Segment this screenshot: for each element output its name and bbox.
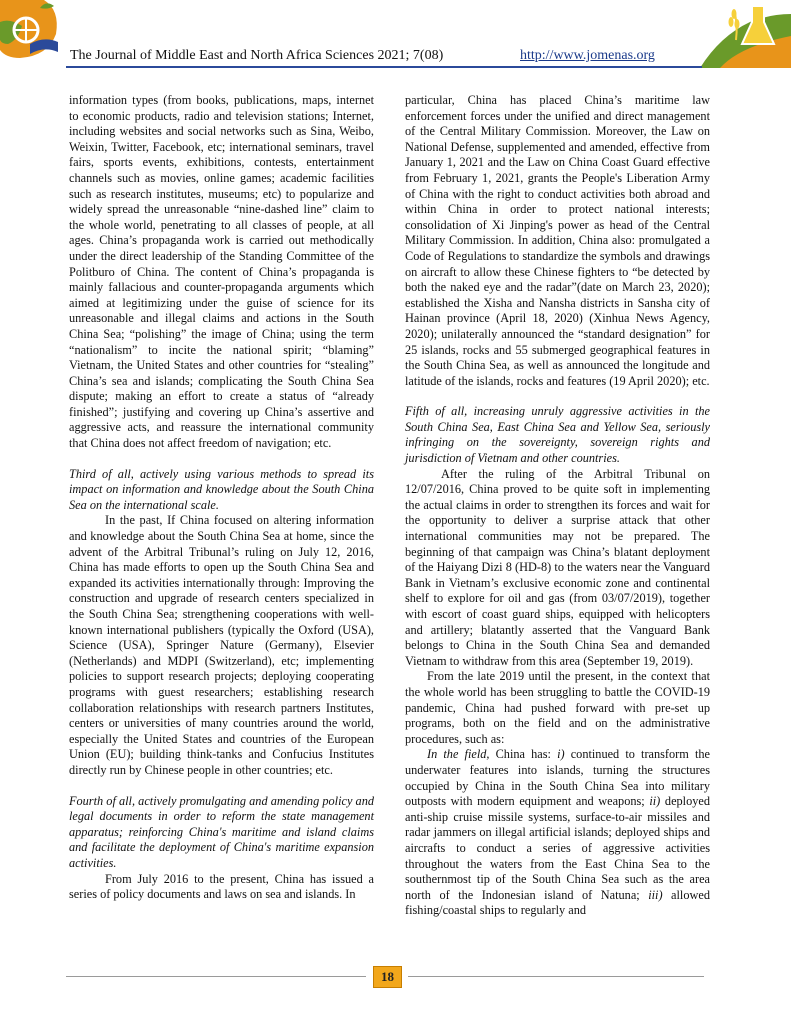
section-heading: Third of all, actively using various methods to spread its impact on information and knowledge about the South China Sea on the international scale. [69, 466, 374, 512]
header-rule [66, 66, 702, 68]
list-marker: iii) [648, 887, 663, 902]
paragraph: particular, China has placed China’s maritime law enforcement forces under the unified and direct management of the Central Military Commission. Moreover, the Law on National Defense, supplemented and amended, effective from January 1, 2021 and the Law on China Coast Guard effective from February 1, 2021, grants the People's Liberation Army of China with the right to conduct activities both abroad and within China in order to protect national interests; consolidation of Xi Jinping's power as head of the Central Military Commission. In addition, China also: promulgated a Code of Regulations to standardize the symbols and drawings on aircraft to allow these Chinese fighters to “be detected by both the naked eye and the radar”(date on March 23, 2020); established the Xisha and Nansha districts in Sansha city of Hainan province (April 18, 2020) (Xinhua News Agency, 2020); unilaterally announced the “standard designation” for 25 islands, rocks and 55 submerged geographical features in the South China Sea, as well as announced the longitude and latitude of the islands, rocks and features (19 April 2020); etc. [405, 93, 710, 388]
paragraph [405, 747, 710, 919]
list-marker: i) [557, 747, 565, 762]
paragraph-text: continued to transform the underwater features into islands, turning the structures occupied by China in the South China Sea into military outposts with modern equipment and weapons; [405, 747, 710, 809]
paragraph: After the ruling of the Arbitral Tribunal on 12/07/2016, China proved to be quite soft in implementing the actual claims in order to strengthen its forces and wait for the opportunity to deliver a surprise attack that other international communities may not be prepared. The beginning of that campaign was China’s blatant deployment of the Haiyang Dizi 8 (HD-8) to the waters near the Vanguard Bank in Vietnam’s exclusive economic zone and continental shelf to explore for oil and gas (from 03/07/2019), together with escort of coast guard ships, equipped with helicopters and artillery; blatantly asserted that the Vanguard Bank belongs to China in the South China Sea and demanded Vietnam to withdraw from this area (September 19, 2019). [405, 466, 710, 668]
footer-rule-left [66, 976, 366, 977]
paragraph-text: allowed fishing/coastal ships to regularly and [405, 887, 710, 918]
page-number: 18 [373, 966, 402, 988]
section-heading: Fifth of all, increasing unruly aggressive activities in the South China Sea, East China Sea and Yellow Sea, seriously infringing on the sovereignty, sovereign rights and jurisdiction of Vietnam and other countries. [405, 404, 710, 466]
right-column [405, 93, 710, 919]
flask-wheat-logo-icon [700, 0, 791, 68]
paragraph-text: China has: [489, 747, 558, 762]
paragraph-text: deployed anti-ship cruise missile systems, surface-to-air missiles and radar jammers on illegal artificial islands; deployed ships and aircrafts to conduct a series of aggressive activities throughout the waters from the East China Sea to the southernmost tip of the South China Sea such as the area north of the Indonesian island of Natuna; [405, 794, 710, 902]
page-header [0, 0, 791, 72]
paragraph: From the late 2019 until the present, in the context that the whole world has been struggling to battle the COVID-19 pandemic, China had pushed forward with pre-set up programs, both on the field and on the administrative procedures, such as: [405, 669, 710, 746]
paragraph: information types (from books, publications, maps, internet to economic products, radio and television stations; Internet, including websites and social networks such as Sina, Weibo, Weixin, Twitter, Facebook, etc; international seminars, travel fairs, sports events, exhibitions, contests, entertainment channels such as movies, online games; academic facilities such as research institutes, museums; etc) to popularize and widely spread the unreasonable “nine-dashed line” claim to the whole world, penetrating to all classes of people, at all ages. China’s propaganda work is carried out methodically under the direct leadership of the Standing Committee of the Politburo of China. The content of China’s propaganda is mainly fallacious and counter-propaganda arguments which aimed at legitimizing under the guise of science for its unreasonable and illegal claims and actions in the South China Sea; “polishing” the image of China; using the term “nationalism” to incite the national spirit; “blaming” Vietnam, the United States and other countries for “stealing” China’s sea and islands; complicating the South China Sea dispute; making an effort to create a status of “already finished”; justifying and covering up China’s assertive and aggressive acts, and reassure the international community that China does not affect freedom of navigation; etc. [69, 93, 374, 451]
list-marker: ii) [649, 794, 661, 809]
journal-url-link[interactable]: http://www.jomenas.org [520, 48, 655, 63]
paragraph: In the past, If China focused on altering information and knowledge about the South China Sea at home, since the advent of the Arbitral Tribunal’s ruling on July 12, 2016, China has made efforts to open up the South China Sea and expanded its activities internationally through: Improving the construction and upgrade of research centers specialized in the South China Sea; strengthening cooperations with well-known international publishers (typically the Oxford (USA), Science (USA), Springer Nature (Germany), Elsevier (Netherlands) and MDPI (Switzerland), etc; implementing policies to support research projects; deploying cooperating programs with guest researchers; establishing research collaboration relationships with research partners Institutes, centers or universities of many countries around the world, especially the United States and countries of the European Union (EU); building think-tanks and Confucius Institutes directly run by Chinese people in other countries; etc. [69, 513, 374, 777]
footer-rule-right [408, 976, 704, 977]
section-heading: Fourth of all, actively promulgating and amending policy and legal documents in order to reform the state management apparatus; reinforcing China's maritime and island claims and facilitate the deployment of China's maritime expansion activities. [69, 793, 374, 870]
emphasis-text: In the field, [427, 747, 490, 762]
globe-book-logo-icon [0, 0, 64, 64]
left-column [69, 93, 374, 903]
journal-title: The Journal of Middle East and North Africa Sciences 2021; 7(08) [70, 48, 444, 63]
paragraph: From July 2016 to the present, China has issued a series of policy documents and laws on sea and islands. In [69, 871, 374, 902]
